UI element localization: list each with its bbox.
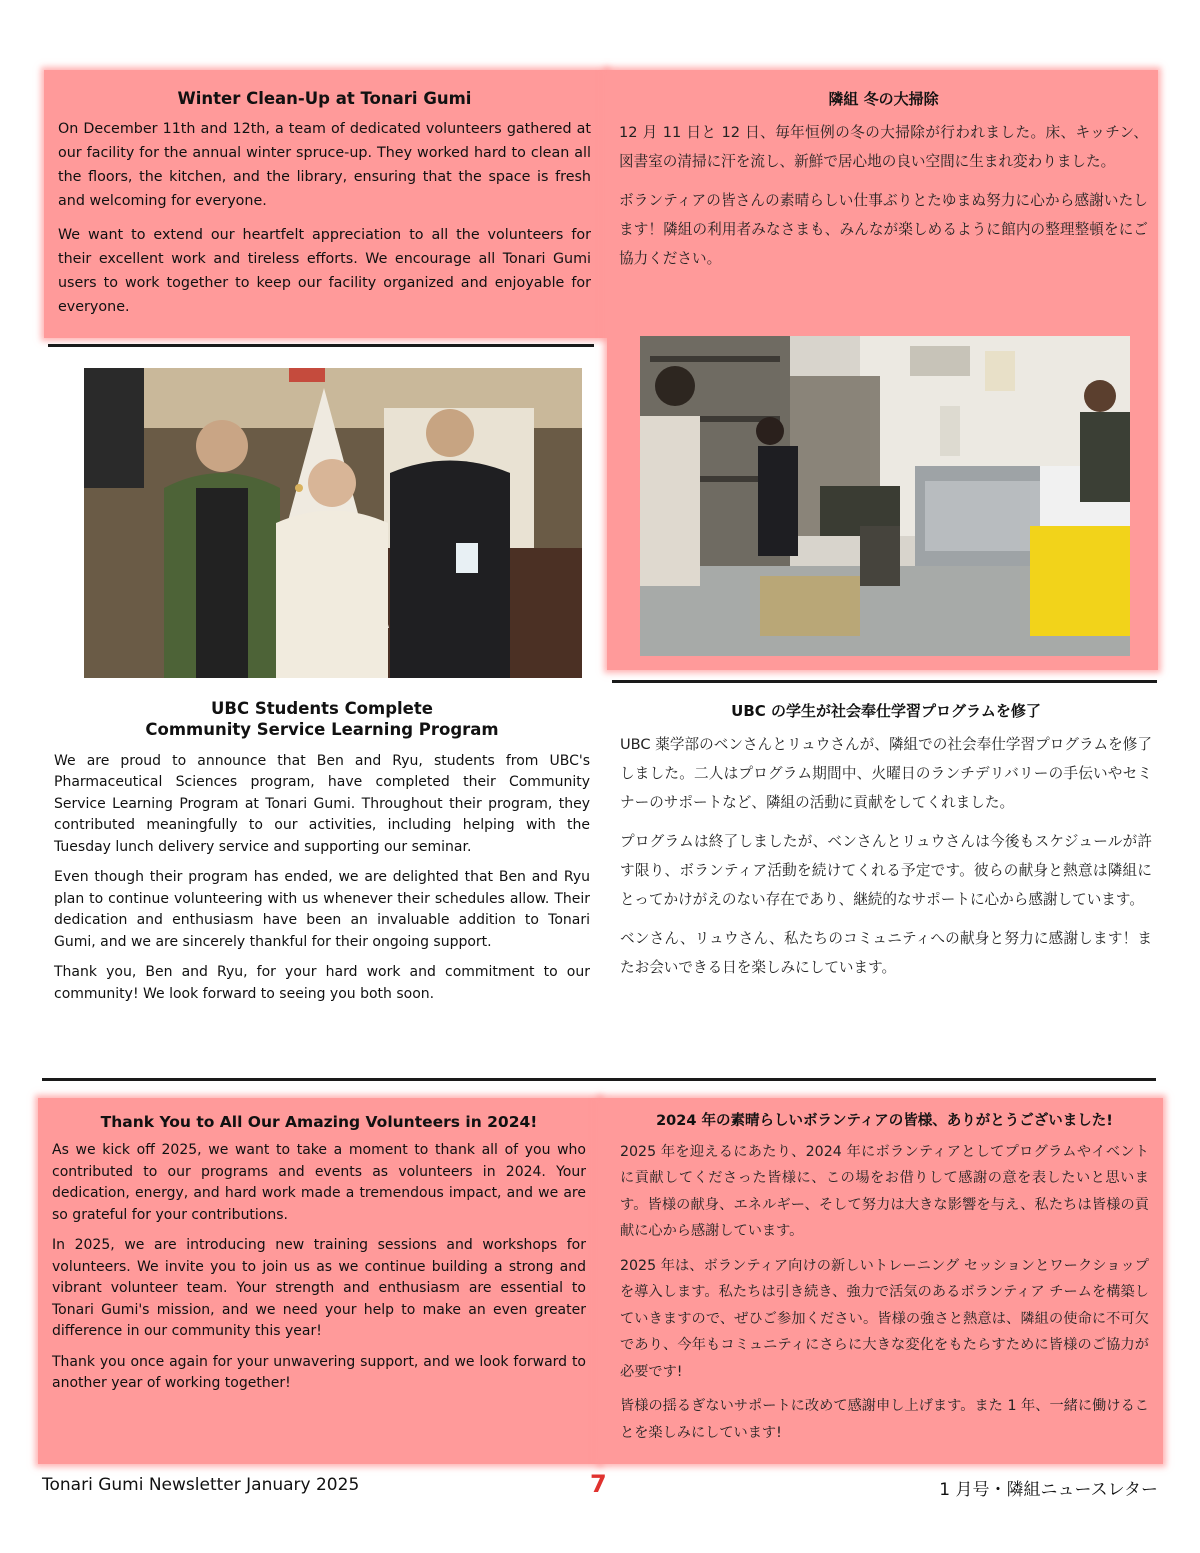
- ubc-students-photo: [84, 368, 582, 678]
- ubc-students-jp-title: UBC の学生が社会奉仕学習プログラムを修了: [731, 702, 1041, 720]
- winter-cleanup-en-title: Winter Clean-Up at Tonari Gumi: [177, 89, 472, 108]
- kitchen-photo-illustration: [640, 336, 1130, 656]
- students-photo-illustration: [84, 368, 582, 678]
- volunteers-en-p1: As we kick off 2025, we want to take a moment to thank all of you who contributed to our programs and events as volunteers in 2024. Your dedication, energy, and hard work made a tremendous impact, and we are so grateful for your contributions.: [52, 1142, 586, 1223]
- volunteers-en-p3: Thank you once again for your unwavering support, and we look forward to another year of working together!: [52, 1353, 586, 1392]
- volunteers-en-p2: In 2025, we are introducing new training sessions and workshops for volunteers. We invite you to join us as we continue building a strong and vibrant volunteer team. Your strength and enthusiasm are essential to Tonari Gumi's mission, and we need your help to make an even greater difference in our community this year!: [52, 1237, 586, 1340]
- volunteers-jp-title: 2024 年の素晴らしいボランティアの皆様、ありがとうございました!: [656, 1113, 1113, 1129]
- ubc-students-jp-p2: プログラムは終了しましたが、ベンさんとリュウさんは今後もスケジュールが許す限り、ボランティア活動を続けてくれる予定です。彼らの献身と熱意は隣組にとってかけがえのない存在であり、継続的なサポートに心から感謝しています。: [620, 832, 1152, 908]
- volunteers-jp-box: [600, 1098, 1163, 1464]
- footer-newsletter-name: Tonari Gumi Newsletter January 2025: [42, 1475, 360, 1495]
- volunteers-jp-p1: 2025 年を迎えるにあたり、2024 年にボランティアとしてプログラムやイベントに貢献してくださった皆様に、この場をお借りして感謝の意を表したいと思います。皆様の献身、エネルギー、そして努力は大きな影響を与え、私たちは皆様の貢献に心から感謝しています。: [620, 1143, 1149, 1240]
- volunteers-en-title: Thank You to All Our Amazing Volunteers in 2024!: [100, 1113, 538, 1131]
- ubc-students-en-section: [44, 698, 600, 1014]
- volunteers-en-box: [38, 1098, 600, 1464]
- kitchen-cleanup-photo: [640, 336, 1130, 656]
- ubc-students-en-p2: Even though their program has ended, we are delighted that Ben and Ryu plan to continue volunteering with us whenever their schedules allow. Their dedication and enthusiasm have been an invaluable addition to Tonari Gumi, and we are sincerely thankful for their ongoing support.: [54, 869, 590, 950]
- ubc-students-en-title-line2: Community Service Learning Program: [145, 720, 499, 740]
- ubc-students-jp-p1: UBC 薬学部のベンさんとリュウさんが、隣組での社会奉仕学習プログラムを修了しました。二人はプログラム期間中、火曜日のランチデリバリーの手伝いやセミナーのサポートなど、隣組の活動に貢献をしてくれました。: [620, 735, 1152, 811]
- ubc-students-en-title-line1: UBC Students Complete: [211, 699, 433, 718]
- volunteers-jp-p3: 皆様の揺るぎないサポートに改めて感謝申し上げます。また 1 年、一緒に働けることを楽しみにしています!: [620, 1398, 1149, 1441]
- ubc-students-en-p1: We are proud to announce that Ben and Ryu, students from UBC's Pharmaceutical Sciences program, have completed their Community Service Learning Program at Tonari Gumi. Throughout their program, they contributed meaningfully to our activities, including helping with the Tuesday lunch delivery service and supporting our seminar.: [54, 752, 590, 855]
- bottom-divider: [42, 1078, 1156, 1081]
- ubc-students-jp-section: [610, 702, 1160, 992]
- winter-cleanup-en-p1: On December 11th and 12th, a team of dedicated volunteers gathered at our facility for the annual winter spruce-up. They worked hard to clean all the floors, the kitchen, and the library, ensuring that the space is fresh and welcoming for everyone.: [58, 121, 591, 210]
- winter-cleanup-jp-title: 隣組 冬の大掃除: [828, 90, 939, 108]
- ubc-students-jp-p3: ベンさん、リュウさん、私たちのコミュニティへの献身と努力に感謝します！またお会いできる日を楽しみにしています。: [620, 929, 1152, 976]
- mid-right-divider: [612, 680, 1157, 683]
- footer-page-number: 7: [590, 1470, 607, 1498]
- ubc-students-en-p3: Thank you, Ben and Ryu, for your hard work and commitment to our community! We look forward to seeing you both soon.: [54, 964, 590, 1002]
- winter-cleanup-jp-p2: ボランティアの皆さんの素晴らしい仕事ぶりとたゆまぬ努力に心から感謝いたします！隣組の利用者みなさまも、みんなが楽しめるように館内の整理整頓をにご協力ください。: [619, 191, 1148, 267]
- winter-cleanup-jp-p1: 12 月 11 日と 12 日、毎年恒例の冬の大掃除が行われました。床、キッチン、図書室の清掃に汗を流し、新鮮で居心地の良い空間に生まれ変わりました。: [619, 123, 1148, 170]
- volunteers-jp-p2: 2025 年は、ボランティア向けの新しいトレーニング セッションとワークショップを導入します。私たちは引き続き、強力で活気のあるボランティア チームを構築していきますので、ぜひご参加ください。皆様の強さと熱意は、隣組の使命に不可欠であり、今年もコミュニティにさらに大きな変化をもたらすために皆様のご協力が必要です!: [620, 1257, 1149, 1380]
- top-left-divider: [48, 344, 594, 347]
- footer-newsletter-name-jp: 1 月号・隣組ニュースレター: [939, 1480, 1158, 1500]
- winter-cleanup-en-box: [44, 70, 607, 338]
- ubc-students-en-title: [54, 698, 590, 741]
- winter-cleanup-en-p2: We want to extend our heartfelt appreciation to all the volunteers for their excellent work and tireless efforts. We encourage all Tonari Gumi users to work together to keep our facility organized and enjoyable for everyone.: [58, 227, 591, 316]
